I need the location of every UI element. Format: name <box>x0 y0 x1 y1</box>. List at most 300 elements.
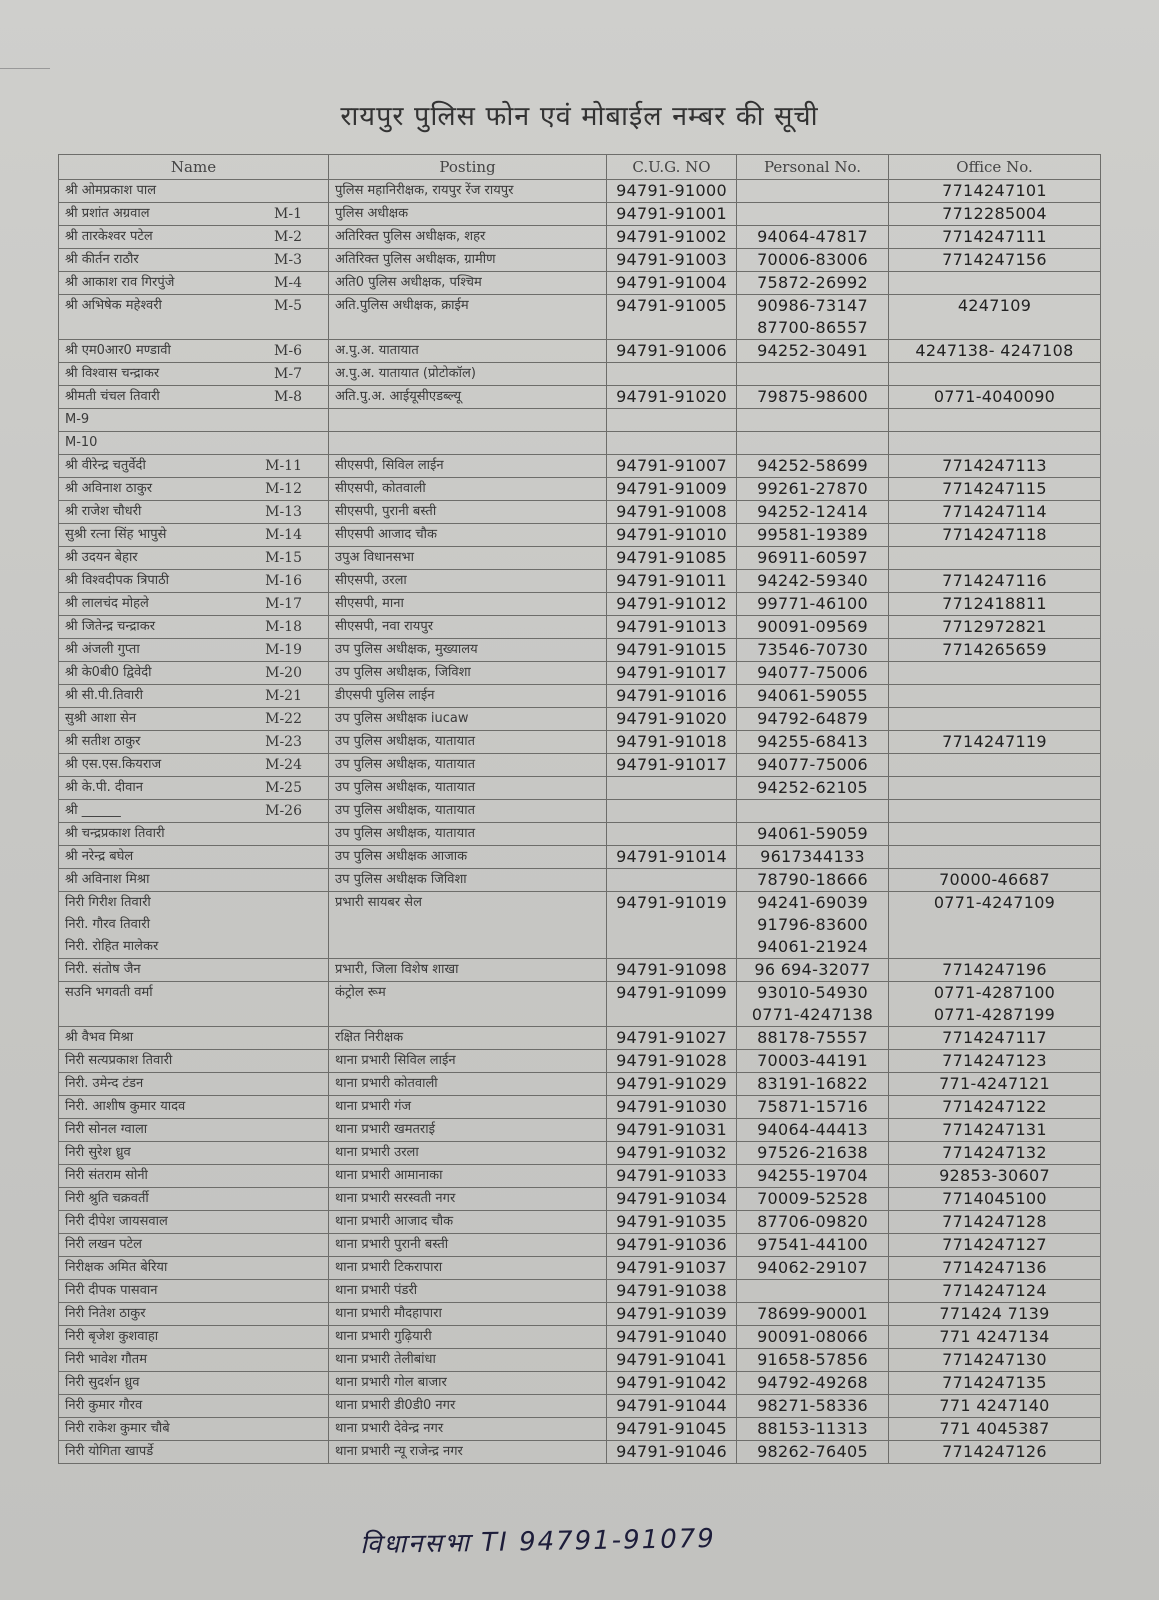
office-number: 771424 7139 <box>939 1304 1050 1323</box>
cell-posting: थाना प्रभारी पुरानी बस्ती <box>329 1234 607 1257</box>
officer-name: निरी सत्यप्रकाश तिवारी <box>65 1053 173 1068</box>
officer-name: श्री लालचंद मोहले <box>65 596 149 611</box>
officer-name: श्री अभिषेक महेश्वरी <box>65 298 162 313</box>
officer-name: निरी. संतोष जैन <box>65 962 141 977</box>
cell-posting: उपुअ विधानसभा <box>329 547 607 570</box>
office-number: 7714247111 <box>942 227 1047 246</box>
personal-number: 94252-58699 <box>757 456 868 475</box>
cell-name <box>59 1211 329 1234</box>
cell-cug: 94791-91003 <box>607 249 737 272</box>
cell-cug: 94791-91041 <box>607 1349 737 1372</box>
table-row <box>59 1119 1101 1142</box>
cell-personal <box>737 1142 889 1165</box>
officer-name: श्री एस.एस.कियराज <box>65 757 162 772</box>
cell-personal <box>737 662 889 685</box>
cell-office <box>889 249 1101 272</box>
cell-cug: 94791-91020 <box>607 386 737 409</box>
cell-posting: उप पुलिस अधीक्षक आजाक <box>329 846 607 869</box>
cell-personal <box>737 1119 889 1142</box>
cell-personal <box>737 1395 889 1418</box>
table-row <box>59 731 1101 754</box>
cell-name <box>59 754 329 777</box>
cell-personal <box>737 1211 889 1234</box>
cell-cug: 94791-91013 <box>607 616 737 639</box>
cell-office <box>889 340 1101 363</box>
cell-personal <box>737 1027 889 1050</box>
table-row <box>59 226 1101 249</box>
cell-personal <box>737 386 889 409</box>
personal-number: 98262-76405 <box>757 1442 868 1461</box>
officer-name: श्री राजेश चौधरी <box>65 504 142 519</box>
cell-cug <box>607 800 737 823</box>
table-header-row <box>59 155 1101 180</box>
cell-name <box>59 846 329 869</box>
cell-personal <box>737 203 889 226</box>
personal-number: 94077-75006 <box>757 663 868 682</box>
table-row <box>59 708 1101 731</box>
cell-posting: सीएसपी आजाद चौक <box>329 524 607 547</box>
cell-personal <box>737 1234 889 1257</box>
office-number: 7714247115 <box>942 479 1047 498</box>
table-row <box>59 386 1101 409</box>
column-header-name: Name <box>59 155 329 180</box>
table-row <box>59 272 1101 295</box>
cell-posting: थाना प्रभारी आमानाका <box>329 1165 607 1188</box>
cell-cug: 94791-91098 <box>607 959 737 982</box>
cell-office <box>889 800 1101 823</box>
cell-office <box>889 1326 1101 1349</box>
cell-posting: पुलिस अधीक्षक <box>329 203 607 226</box>
office-number: 7712972821 <box>942 617 1047 636</box>
officer-name: श्री कीर्तन राठौर <box>65 252 139 267</box>
cell-cug: 94791-91014 <box>607 846 737 869</box>
cell-name <box>59 295 329 340</box>
mobile-code: M-17 <box>265 596 302 612</box>
cell-cug: 94791-91033 <box>607 1165 737 1188</box>
cell-office <box>889 823 1101 846</box>
cell-office <box>889 1280 1101 1303</box>
mobile-code: M-12 <box>265 481 302 497</box>
office-number: 7714247122 <box>942 1097 1047 1116</box>
cell-name <box>59 547 329 570</box>
cell-personal <box>737 685 889 708</box>
cell-office <box>889 1142 1101 1165</box>
cell-cug: 94791-91038 <box>607 1280 737 1303</box>
cell-cug: 94791-91005 <box>607 295 737 340</box>
mobile-code: M-14 <box>265 527 302 543</box>
cell-name <box>59 249 329 272</box>
office-number: 7714247135 <box>942 1373 1047 1392</box>
office-number: 0771-4040090 <box>933 387 1056 406</box>
cell-personal <box>737 478 889 501</box>
table-row <box>59 616 1101 639</box>
cell-office <box>889 685 1101 708</box>
personal-number: 94061-21924 <box>757 937 868 956</box>
table-row <box>59 1349 1101 1372</box>
cell-name <box>59 731 329 754</box>
cell-cug: 94791-91040 <box>607 1326 737 1349</box>
office-number: 7714247114 <box>942 502 1047 521</box>
cell-name <box>59 1027 329 1050</box>
personal-number: 91658-57856 <box>757 1350 868 1369</box>
cell-cug: 94791-91017 <box>607 754 737 777</box>
office-number: 7714247119 <box>942 732 1047 751</box>
cell-office <box>889 547 1101 570</box>
cell-office <box>889 363 1101 386</box>
cell-personal <box>737 1441 889 1464</box>
table-row <box>59 1257 1101 1280</box>
cell-personal <box>737 455 889 478</box>
officer-name: निरी सोनल ग्वाला <box>65 1122 148 1137</box>
cell-posting: अ.पु.अ. यातायात <box>329 340 607 363</box>
mobile-code: M-19 <box>265 642 302 658</box>
officer-name: निरी लखन पटेल <box>65 1237 142 1252</box>
cell-posting: थाना प्रभारी देवेन्द्र नगर <box>329 1418 607 1441</box>
cell-posting: उप पुलिस अधीक्षक, मुख्यालय <box>329 639 607 662</box>
cell-personal <box>737 524 889 547</box>
cell-personal <box>737 547 889 570</box>
cell-posting: अति0 पुलिस अधीक्षक, पश्चिम <box>329 272 607 295</box>
officer-name: निरी राकेश कुमार चौबे <box>65 1421 170 1436</box>
office-number: 7714265659 <box>942 640 1047 659</box>
cell-personal <box>737 616 889 639</box>
personal-number: 91796-83600 <box>757 915 868 934</box>
table-row <box>59 1188 1101 1211</box>
cell-personal <box>737 1326 889 1349</box>
cell-cug <box>607 409 737 432</box>
personal-number: 94792-49268 <box>757 1373 868 1392</box>
cell-personal <box>737 959 889 982</box>
cell-office <box>889 892 1101 959</box>
cell-name <box>59 823 329 846</box>
officer-name: श्री वीरेन्द्र चतुर्वेदी <box>65 458 146 473</box>
cell-office <box>889 386 1101 409</box>
mobile-code: M-11 <box>265 458 302 474</box>
office-number: 0771-4287199 <box>933 1005 1056 1024</box>
cell-personal <box>737 1303 889 1326</box>
cell-name <box>59 1418 329 1441</box>
cell-cug: 94791-91085 <box>607 547 737 570</box>
personal-number: 78699-90001 <box>757 1304 868 1323</box>
table-row <box>59 1280 1101 1303</box>
cell-posting: सीएसपी, माना <box>329 593 607 616</box>
officer-name: श्री एम0आर0 मण्डावी <box>65 343 171 358</box>
mobile-code: M-5 <box>274 298 302 314</box>
table-row <box>59 982 1101 1027</box>
personal-number: 97526-21638 <box>757 1143 868 1162</box>
personal-number: 94255-19704 <box>757 1166 868 1185</box>
cell-office <box>889 409 1101 432</box>
cell-cug: 94791-91015 <box>607 639 737 662</box>
cell-cug: 94791-91002 <box>607 226 737 249</box>
cell-personal <box>737 1349 889 1372</box>
cell-cug: 94791-91004 <box>607 272 737 295</box>
column-header-cug: C.U.G. NO <box>607 155 737 180</box>
personal-number: 94792-64879 <box>757 709 868 728</box>
column-header-personal: Personal No. <box>737 155 889 180</box>
cell-posting <box>329 432 607 455</box>
cell-personal <box>737 777 889 800</box>
table-row <box>59 639 1101 662</box>
officer-name: श्री के0बी0 द्विवेदी <box>65 665 152 680</box>
table-row <box>59 340 1101 363</box>
mobile-code: M-2 <box>274 229 302 245</box>
personal-number: 94062-29107 <box>757 1258 868 1277</box>
cell-cug <box>607 823 737 846</box>
cell-name <box>59 685 329 708</box>
cell-name <box>59 1050 329 1073</box>
officer-name: निरी. रोहित मालेकर <box>65 939 159 954</box>
cell-name <box>59 570 329 593</box>
office-number: 771-4247121 <box>939 1074 1050 1093</box>
cell-name <box>59 639 329 662</box>
cell-name <box>59 800 329 823</box>
cell-office <box>889 203 1101 226</box>
cell-cug: 94791-91029 <box>607 1073 737 1096</box>
cell-office <box>889 1027 1101 1050</box>
personal-number: 94064-44413 <box>757 1120 868 1139</box>
cell-personal <box>737 754 889 777</box>
personal-number: 79875-98600 <box>757 387 868 406</box>
cell-personal <box>737 1372 889 1395</box>
phone-directory-table <box>58 154 1101 1464</box>
cell-personal <box>737 846 889 869</box>
cell-cug: 94791-91034 <box>607 1188 737 1211</box>
table-row <box>59 754 1101 777</box>
personal-number: 94252-30491 <box>757 341 868 360</box>
cell-office <box>889 272 1101 295</box>
cell-personal <box>737 295 889 340</box>
cell-cug: 94791-91009 <box>607 478 737 501</box>
cell-cug: 94791-91099 <box>607 982 737 1027</box>
office-number: 7714247117 <box>942 1028 1047 1047</box>
cell-personal <box>737 1096 889 1119</box>
cell-posting <box>329 409 607 432</box>
cell-posting: उप पुलिस अधीक्षक iucaw <box>329 708 607 731</box>
officer-name: निरी बृजेश कुशवाहा <box>65 1329 159 1344</box>
cell-posting: थाना प्रभारी कोतवाली <box>329 1073 607 1096</box>
cell-posting: थाना प्रभारी मौदहापारा <box>329 1303 607 1326</box>
office-number: 7712418811 <box>942 594 1047 613</box>
cell-cug: 94791-91001 <box>607 203 737 226</box>
table-row <box>59 501 1101 524</box>
cell-personal <box>737 892 889 959</box>
mobile-code: M-1 <box>274 206 302 222</box>
cell-personal <box>737 1280 889 1303</box>
officer-name: श्री चन्द्रप्रकाश तिवारी <box>65 826 165 841</box>
officer-name: श्री ओमप्रकाश पाल <box>65 183 157 198</box>
cell-cug: 94791-91042 <box>607 1372 737 1395</box>
cell-posting: रक्षित निरीक्षक <box>329 1027 607 1050</box>
officer-name: श्री विश्वास चन्द्राकर <box>65 366 160 381</box>
table-row <box>59 1372 1101 1395</box>
table-row <box>59 1165 1101 1188</box>
cell-office <box>889 1303 1101 1326</box>
office-number: 7714247130 <box>942 1350 1047 1369</box>
officer-name: श्री जितेन्द्र चन्द्राकर <box>65 619 156 634</box>
personal-number: 75871-15716 <box>757 1097 868 1116</box>
office-number: 0771-4287100 <box>933 983 1056 1002</box>
cell-office <box>889 1096 1101 1119</box>
cell-cug: 94791-91008 <box>607 501 737 524</box>
cell-posting: अति.पुलिस अधीक्षक, क्राईम <box>329 295 607 340</box>
cell-posting: सीएसपी, कोतवाली <box>329 478 607 501</box>
cell-cug <box>607 777 737 800</box>
cell-cug: 94791-91044 <box>607 1395 737 1418</box>
cell-office <box>889 754 1101 777</box>
office-number: 7714247116 <box>942 571 1047 590</box>
personal-number: 98271-58336 <box>757 1396 868 1415</box>
personal-number: 83191-16822 <box>757 1074 868 1093</box>
mobile-code: M-25 <box>265 780 302 796</box>
cell-name <box>59 501 329 524</box>
mobile-code: M-6 <box>274 343 302 359</box>
cell-name <box>59 363 329 386</box>
officer-name: श्री सतीश ठाकुर <box>65 734 141 749</box>
mobile-code: M-23 <box>265 734 302 750</box>
mobile-code: M-24 <box>265 757 302 773</box>
cell-office <box>889 662 1101 685</box>
personal-number: 0771-4247138 <box>751 1005 874 1024</box>
cell-cug: 94791-91036 <box>607 1234 737 1257</box>
personal-number: 90986-73147 <box>757 296 868 315</box>
officer-name: श्री अविनाश मिश्रा <box>65 872 150 887</box>
cell-name <box>59 1188 329 1211</box>
cell-personal <box>737 272 889 295</box>
cell-personal <box>737 249 889 272</box>
office-number: 771 4045387 <box>939 1419 1050 1438</box>
cell-office <box>889 524 1101 547</box>
officer-name: M-10 <box>65 435 98 450</box>
cell-personal <box>737 1165 889 1188</box>
table-row <box>59 662 1101 685</box>
personal-number: 70006-83006 <box>757 250 868 269</box>
cell-cug: 94791-91030 <box>607 1096 737 1119</box>
personal-number: 96911-60597 <box>757 548 868 567</box>
cell-office <box>889 226 1101 249</box>
office-number: 4247109 <box>957 296 1032 315</box>
cell-name <box>59 1280 329 1303</box>
cell-posting: प्रभारी सायबर सेल <box>329 892 607 959</box>
cell-name <box>59 1326 329 1349</box>
officer-name: निरी श्रुति चक्रवर्ती <box>65 1191 149 1206</box>
personal-number: 94241-69039 <box>757 893 868 912</box>
cell-office <box>889 846 1101 869</box>
officer-name: श्री आकाश राव गिरपुंजे <box>65 275 175 290</box>
officer-name: श्रीमती चंचल तिवारी <box>65 389 160 404</box>
personal-number: 94252-62105 <box>757 778 868 797</box>
cell-posting: उप पुलिस अधीक्षक, यातायात <box>329 754 607 777</box>
table-row <box>59 800 1101 823</box>
cell-name <box>59 1073 329 1096</box>
cell-name <box>59 1303 329 1326</box>
table-row <box>59 892 1101 959</box>
personal-number: 70003-44191 <box>757 1051 868 1070</box>
mobile-code: M-15 <box>265 550 302 566</box>
personal-number: 73546-70730 <box>757 640 868 659</box>
cell-office <box>889 501 1101 524</box>
officer-name: श्री वैभव मिश्रा <box>65 1030 134 1045</box>
officer-name: निरी दीपेश जायसवाल <box>65 1214 168 1229</box>
personal-number: 90091-08066 <box>757 1327 868 1346</box>
mobile-code: M-8 <box>274 389 302 405</box>
cell-name <box>59 777 329 800</box>
officer-name: निरी. आशीष कुमार यादव <box>65 1099 186 1114</box>
cell-posting: सीएसपी, पुरानी बस्ती <box>329 501 607 524</box>
cell-cug: 94791-91028 <box>607 1050 737 1073</box>
cell-posting: उप पुलिस अधीक्षक, यातायात <box>329 823 607 846</box>
personal-number: 9617344133 <box>760 847 865 866</box>
table-row <box>59 959 1101 982</box>
office-number: 7714247128 <box>942 1212 1047 1231</box>
mobile-code: M-18 <box>265 619 302 635</box>
officer-name: निरी दीपक पासवान <box>65 1283 158 1298</box>
cell-name <box>59 180 329 203</box>
table-row <box>59 1211 1101 1234</box>
cell-posting: उप पुलिस अधीक्षक, यातायात <box>329 800 607 823</box>
cell-office <box>889 1418 1101 1441</box>
cell-posting: थाना प्रभारी टिकरापारा <box>329 1257 607 1280</box>
cell-personal <box>737 363 889 386</box>
cell-cug: 94791-91035 <box>607 1211 737 1234</box>
cell-personal <box>737 432 889 455</box>
office-number: 4247138- 4247108 <box>915 341 1074 360</box>
cell-name <box>59 869 329 892</box>
cell-office <box>889 616 1101 639</box>
cell-personal <box>737 823 889 846</box>
cell-office <box>889 432 1101 455</box>
cell-cug: 94791-91016 <box>607 685 737 708</box>
office-number: 7714247156 <box>942 250 1047 269</box>
personal-number: 99581-19389 <box>757 525 868 544</box>
cell-office <box>889 708 1101 731</box>
cell-office <box>889 869 1101 892</box>
officer-name: श्री नरेन्द्र बघेल <box>65 849 134 864</box>
table-row <box>59 1050 1101 1073</box>
cell-name <box>59 524 329 547</box>
office-number: 7714247126 <box>942 1442 1047 1461</box>
table-body <box>59 180 1101 1464</box>
table-row <box>59 1441 1101 1464</box>
cell-personal <box>737 1257 889 1280</box>
personal-number: 96 694-32077 <box>754 960 871 979</box>
cell-posting: डीएसपी पुलिस लाईन <box>329 685 607 708</box>
personal-number: 94064-47817 <box>757 227 868 246</box>
officer-name: M-9 <box>65 412 90 427</box>
cell-posting: उप पुलिस अधीक्षक, यातायात <box>329 731 607 754</box>
column-header-posting: Posting <box>329 155 607 180</box>
personal-number: 94061-59059 <box>757 824 868 843</box>
cell-personal <box>737 409 889 432</box>
table-row <box>59 777 1101 800</box>
column-header-office: Office No. <box>889 155 1101 180</box>
cell-personal <box>737 639 889 662</box>
officer-name: श्री सी.पी.तिवारी <box>65 688 143 703</box>
office-number: 7714247123 <box>942 1051 1047 1070</box>
cell-office <box>889 1050 1101 1073</box>
cell-office <box>889 478 1101 501</box>
cell-name <box>59 616 329 639</box>
cell-posting: थाना प्रभारी न्यू राजेन्द्र नगर <box>329 1441 607 1464</box>
personal-number: 94252-12414 <box>757 502 868 521</box>
cell-name <box>59 432 329 455</box>
officer-name: निरीक्षक अमित बेरिया <box>65 1260 168 1275</box>
cell-office <box>889 295 1101 340</box>
cell-posting: थाना प्रभारी पंडरी <box>329 1280 607 1303</box>
office-number: 7714247132 <box>942 1143 1047 1162</box>
personal-number: 87700-86557 <box>757 318 868 337</box>
cell-name <box>59 1096 329 1119</box>
